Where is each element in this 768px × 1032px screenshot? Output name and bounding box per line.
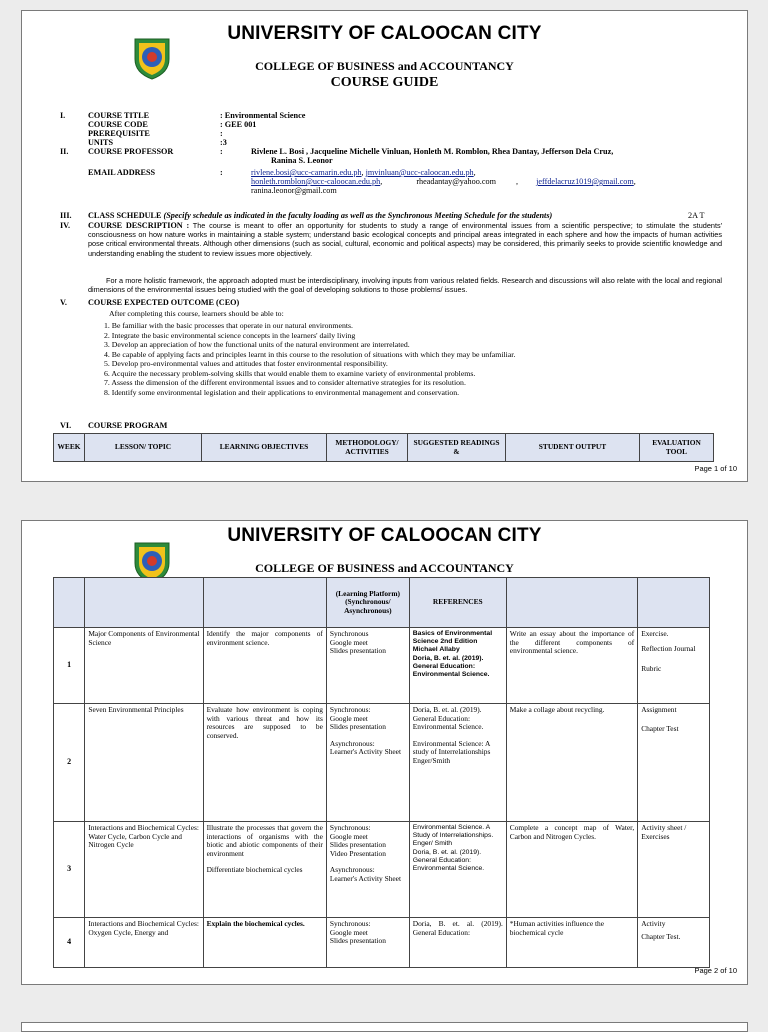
table-row	[54, 628, 710, 704]
week-number: 3	[54, 822, 85, 918]
learning-objective	[203, 822, 326, 918]
college-name: COLLEGE OF BUSINESS and ACCOUNTANCY	[255, 561, 514, 575]
evaluation-line: Chapter Test.	[641, 931, 681, 941]
table-row	[54, 918, 710, 968]
course-program-header-table	[53, 433, 714, 462]
email-label: EMAIL ADDRESS	[88, 168, 156, 177]
week-number: 2	[54, 704, 85, 822]
description-paragraph-1: The course is meant to offer an opportunity for students to study a range of environmental issues from a scientific perspective; to stimulate the students' consciousness on how nature works in maintaining a stable system; understand basic ecological concepts and principal areas integrated in each sphere and how the impacts of human activities pose critical environmental threats. Although other dimensions (such as social, cultural, economic and political aspects) may be considered, this primarily seeks to provide scientific knowledge and understanding enabling the student to review issues more objectively.	[88, 221, 723, 258]
university-title: UNIVERSITY OF CALOOCAN CITY	[227, 525, 542, 546]
description-label: COURSE DESCRIPTION :	[88, 221, 190, 230]
ceo-item: 1. Be familiar with the basic processes that operate in our natural environments.	[104, 321, 353, 330]
learning-objective: Identify the major components of environment science.	[203, 628, 326, 704]
references	[409, 918, 506, 968]
method-line: Slides presentation	[329, 840, 386, 850]
units-value: :3	[220, 138, 227, 147]
course-description	[88, 221, 722, 258]
lesson-topic: Seven Environmental Principles	[85, 704, 203, 822]
table-header-row	[54, 578, 710, 628]
method-line: Google meet	[329, 927, 368, 937]
evaluation-tool	[638, 704, 710, 822]
method-line: Synchronous	[329, 629, 369, 638]
method-line: Google meet	[329, 713, 368, 723]
university-title: UNIVERSITY OF CALOOCAN CITY	[227, 23, 542, 44]
ceo-item: 6. Acquire the necessary problem-solving skills that would enable them to examine variety of environmental problems.	[104, 368, 476, 378]
method-line: Slides presentation	[329, 646, 386, 656]
email-colon: :	[220, 168, 223, 177]
course-guide-title: COURSE GUIDE	[330, 75, 439, 90]
evaluation-tool	[638, 822, 710, 918]
evaluation-line: Activity sheet / Exercises	[641, 823, 687, 841]
reference-line: Michael Allaby	[412, 646, 460, 654]
method-line: Video Presentation	[329, 848, 386, 858]
email-link-romblon[interactable]: honleth.romblon@ucc-caloocan.edu.ph	[251, 177, 381, 186]
email-link-delacruz[interactable]: jeffdelacruz1019@gmail.com	[536, 177, 634, 186]
method-line: Asynchronous:	[329, 865, 375, 875]
methodology	[326, 628, 409, 704]
reference-line: Doria, B. et. al. (2019). General Education: Environmental Science.	[412, 848, 485, 873]
evaluation-line: Reflection Journal	[641, 643, 696, 653]
method-line: Synchronous:	[329, 919, 371, 928]
email-link-bosi[interactable]: rivlene.bosi@ucc-camarin.edu.ph	[251, 168, 362, 177]
page-1	[21, 10, 748, 482]
col-objectives: LEARNING OBJECTIVES	[202, 434, 327, 462]
course-title-value: : Environmental Science	[220, 111, 306, 120]
ceo-item: 3. Develop an appreciation of how the functional units of the natural environment are interrelated.	[104, 340, 410, 349]
learning-objective: Evaluate how environment is coping with various threat and how its resources are supposed to be conserved.	[203, 704, 326, 822]
method-line: Asynchronous:	[329, 738, 375, 748]
header-blank	[638, 578, 710, 628]
prerequisite-value: :	[220, 129, 223, 138]
header-blank	[203, 578, 326, 628]
evaluation-tool	[638, 628, 710, 704]
page-number: Page 2 of 10	[694, 966, 737, 975]
week-number: 1	[54, 628, 85, 704]
methodology	[326, 822, 409, 918]
methodology	[326, 704, 409, 822]
page-2	[21, 520, 748, 985]
reference-line: Doria, B. et. al. (2019).	[412, 654, 484, 662]
section-vi-number: VI.	[60, 421, 72, 430]
section-v-number: V.	[60, 298, 67, 307]
ceo-intro: After completing this course, learners should be able to:	[109, 309, 284, 318]
objective-line: Differentiate biochemical cycles	[206, 865, 303, 875]
method-line: Learner's Activity Sheet	[329, 873, 401, 883]
table-row	[54, 704, 710, 822]
col-readings: SUGGESTED READINGS &	[408, 434, 506, 462]
evaluation-tool	[638, 918, 710, 968]
section-i-number: I.	[60, 111, 66, 120]
reference-line: Basics of Environmental Science 2nd Edition	[412, 630, 493, 646]
reference-line: Doria, B. et. al. (2019). General Education: Environmental Science.	[412, 705, 484, 732]
email-line-1: rivlene.bosi@ucc-camarin.edu.ph, jmvinluan@ucc-caloocan.edu.ph,	[251, 168, 476, 177]
header-references: REFERENCES	[409, 578, 506, 628]
references	[409, 628, 506, 704]
col-week: WEEK	[54, 434, 85, 462]
section-ii-number: II.	[60, 147, 69, 156]
email-line-2: honleth.romblon@ucc-caloocan.edu.ph, rheadantay@yahoo.com , jeffdelacruz1019@gmail.com,	[251, 177, 636, 186]
email-link-vinluan[interactable]: jmvinluan@ucc-caloocan.edu.ph	[365, 168, 474, 177]
method-line: Slides presentation	[329, 722, 386, 732]
header-blank	[54, 578, 85, 628]
units-label: UNITS	[88, 138, 114, 147]
class-schedule	[88, 211, 552, 220]
lesson-topic: Major Components of Environmental Science	[85, 628, 203, 704]
evaluation-line: Activity	[641, 919, 666, 928]
reference-line: Environmental Science.	[412, 671, 490, 679]
col-evaluation: EVALUATION TOOL	[640, 434, 714, 462]
method-line: Synchronous:	[329, 705, 371, 714]
learning-objective: Explain the biochemical cycles.	[203, 918, 326, 968]
week-number: 4	[54, 918, 85, 968]
page-number: Page 1 of 10	[694, 464, 737, 473]
lesson-topic: Interactions and Biochemical Cycles: Water Cycle, Carbon Cycle and Nitrogen Cycle	[85, 822, 203, 918]
student-output: Complete a concept map of Water, Carbon and Nitrogen Cycles.	[506, 822, 637, 918]
schedule-value: 2A T	[688, 211, 705, 220]
student-output: Write an essay about the importance of the different components of environmental science.	[506, 628, 637, 704]
methodology	[326, 918, 409, 968]
ceo-item: 4. Be capable of applying facts and principles learnt in this course to the resolution of situations with which they may be unfamiliar.	[104, 349, 516, 359]
objective-line: Illustrate the processes that govern the interactions of organisms with the biotic and abiotic components of their environment	[206, 823, 323, 858]
schedule-label: CLASS SCHEDULE	[88, 211, 162, 220]
references	[409, 822, 506, 918]
header-blank	[506, 578, 637, 628]
header-platform: (Learning Platform) (Synchronous/ Asynchronous)	[326, 578, 409, 628]
description-paragraph-2: For a more holistic framework, the approach adopted must be interdisciplinary, involving inputs from various related fields. Research and discussions will also relate with the local and regional dimensions of the environmental issues being studied with the goal of developing solutions to those problems/ issues.	[88, 276, 722, 295]
header-blank	[85, 578, 203, 628]
prerequisite-label: PREREQUISITE	[88, 129, 150, 138]
professor-label: COURSE PROFESSOR	[88, 147, 174, 156]
student-output: *Human activities influence the biochemical cycle	[506, 918, 637, 968]
table-row	[54, 822, 710, 918]
email-leonor: ranina.leonor@gmail.com	[251, 186, 337, 195]
method-line: Synchronous:	[329, 823, 371, 832]
reference-line: General Education:	[412, 662, 476, 670]
professor-names: Rivlene L. Bosi , Jacqueline Michelle Vinluan, Honleth M. Romblon, Rhea Dantay, Jefferson Dela Cruz,	[251, 147, 614, 156]
ceo-item: 7. Assess the dimension of the different environmental issues and to consider alternative strategies for its resolution.	[104, 378, 466, 387]
college-name: COLLEGE OF BUSINESS and ACCOUNTANCY	[255, 59, 514, 73]
email-dantay: rheadantay@yahoo.com	[416, 177, 496, 186]
method-line: Google meet	[329, 831, 368, 841]
method-line: Learner's Activity Sheet	[329, 747, 401, 757]
course-program-table	[53, 577, 710, 968]
ceo-item: 5. Develop pro-environmental values and attitudes that foster environmental responsibility.	[104, 359, 388, 368]
course-code-label: COURSE CODE	[88, 120, 148, 129]
course-program-label: COURSE PROGRAM	[88, 421, 168, 430]
col-methodology: METHODOLOGY/ ACTIVITIES	[327, 434, 408, 462]
reference-line: Environmental Science: A study of Interrelationships Enger/Smith	[412, 738, 491, 765]
evaluation-line: Chapter Test	[641, 723, 679, 733]
col-lesson: LESSON/ TOPIC	[85, 434, 202, 462]
method-line: Google meet	[329, 637, 368, 647]
ceo-label: COURSE EXPECTED OUTCOME (CEO)	[88, 298, 240, 307]
professor-colon: :	[220, 147, 223, 156]
ceo-item: 2. Integrate the basic environmental science concepts in the learners' daily living	[104, 330, 356, 340]
ceo-item: 8. Identify some environmental legislation and their applications to environmental management and conservation.	[104, 387, 460, 397]
lesson-topic: Interactions and Biochemical Cycles: Oxygen Cycle, Energy and	[85, 918, 203, 968]
course-code-value: : GEE 001	[220, 120, 257, 129]
reference-line: Environmental Science. A Study of Interrelationships. Enger/ Smith	[412, 824, 494, 848]
method-line: Slides presentation	[329, 936, 386, 946]
evaluation-line: Rubric	[641, 664, 662, 674]
email-line-3	[251, 186, 337, 195]
professor-names-cont: Ranina S. Leonor	[271, 156, 333, 165]
evaluation-line: Assignment	[641, 705, 677, 714]
course-title-label: COURSE TITLE	[88, 111, 150, 120]
reference-line: Doria, B. et. al. (2019). General Education:	[412, 919, 503, 937]
section-iv-number: IV.	[60, 221, 71, 230]
student-output: Make a collage about recycling.	[506, 704, 637, 822]
section-iii-number: III.	[60, 211, 72, 220]
schedule-note: (Specify schedule as indicated in the faculty loading as well as the Synchronous Meeting Schedule for the students)	[163, 211, 553, 220]
col-output: STUDENT OUTPUT	[506, 434, 640, 462]
evaluation-line: Exercise.	[641, 629, 669, 638]
references	[409, 704, 506, 822]
